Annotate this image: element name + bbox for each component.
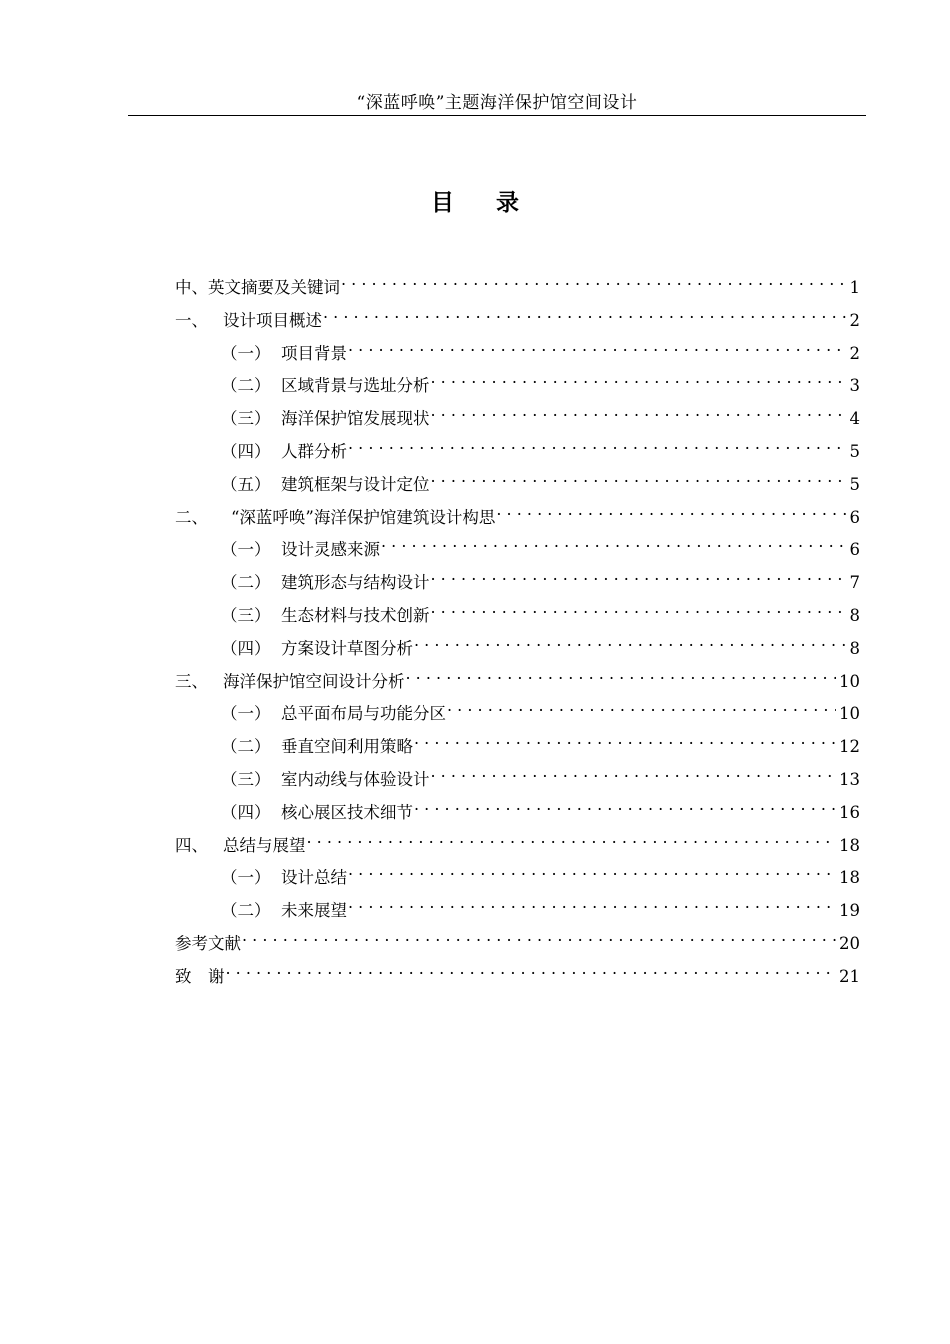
toc-entry[interactable] <box>175 661 860 694</box>
toc-entry-page: 7 <box>849 573 860 593</box>
toc-entry-number: （一） <box>221 704 271 724</box>
toc-entry-page: 20 <box>839 933 860 953</box>
toc-entry[interactable] <box>175 529 860 562</box>
toc-dot-leader <box>323 300 847 326</box>
toc-entry-number: （一） <box>221 343 271 363</box>
toc-entry[interactable] <box>175 628 860 661</box>
toc-entry-number: （一） <box>221 540 271 560</box>
header-divider <box>128 115 866 116</box>
toc-entry-title: 中、英文摘要及关键词 <box>175 278 340 297</box>
toc-entry-number: （三） <box>221 409 271 429</box>
toc-entry-page: 5 <box>849 441 860 461</box>
toc-entry-title: 区域背景与选址分析 <box>281 376 430 396</box>
toc-entry-page: 18 <box>839 868 860 888</box>
toc-entry-page: 8 <box>849 638 860 658</box>
toc-entry[interactable] <box>175 693 860 726</box>
toc-entry[interactable] <box>175 825 860 858</box>
toc-dot-leader <box>431 365 847 391</box>
toc-entry-page: 19 <box>839 901 860 921</box>
toc-title-left: 目 <box>431 190 454 216</box>
toc-entry[interactable] <box>175 595 860 628</box>
toc-entry-page: 6 <box>849 540 860 560</box>
toc-dot-leader <box>431 398 847 424</box>
toc-entry-title: 设计总结 <box>281 868 347 888</box>
toc-entry-number: （二） <box>221 573 271 593</box>
toc-entry-title: 建筑形态与结构设计 <box>281 573 430 593</box>
toc-entry-number: （三） <box>221 605 271 625</box>
toc-entry-number: （二） <box>221 376 271 396</box>
toc-entry-title: 设计灵感来源 <box>281 540 380 560</box>
toc-entry-number: 一、 <box>175 310 208 330</box>
toc-entry-page: 3 <box>849 376 860 396</box>
toc-entry[interactable] <box>175 300 860 333</box>
toc-entry-page: 5 <box>849 474 860 494</box>
toc-entry-page: 16 <box>839 802 860 822</box>
toc-entry-title: “深蓝呼唤”海洋保护馆建筑设计构思 <box>231 507 496 527</box>
toc-entry-page: 2 <box>849 310 860 330</box>
toc-entry-number: （四） <box>221 802 271 822</box>
toc-dot-leader <box>406 661 837 687</box>
toc-entry-page: 6 <box>849 507 860 527</box>
toc-entry-title: 总结与展望 <box>223 835 306 855</box>
toc-entry[interactable] <box>175 431 860 464</box>
toc-entry[interactable] <box>175 956 860 989</box>
toc-dot-leader <box>431 759 837 785</box>
toc-entry-number: 二、 <box>175 507 208 527</box>
toc-entry[interactable] <box>175 792 860 825</box>
toc-entry[interactable] <box>175 464 860 497</box>
toc-dot-leader <box>496 497 846 523</box>
toc-dot-leader <box>341 267 847 293</box>
toc-entry[interactable] <box>175 923 860 956</box>
toc-entry-number: （五） <box>221 474 271 494</box>
toc-entry-title: 海洋保护馆空间设计分析 <box>223 671 405 691</box>
toc-entry[interactable] <box>175 398 860 431</box>
toc-entry-title: 项目背景 <box>281 343 347 363</box>
toc-title <box>0 188 950 218</box>
toc-entry-number: （三） <box>221 769 271 789</box>
toc-entry-page: 2 <box>849 343 860 363</box>
toc-dot-leader <box>414 628 847 654</box>
toc-entry-title: 海洋保护馆发展现状 <box>281 409 430 429</box>
toc-dot-leader <box>431 562 847 588</box>
toc-dot-leader <box>431 595 847 621</box>
toc-entry-title: 核心展区技术细节 <box>281 802 413 822</box>
toc-entry[interactable] <box>175 365 860 398</box>
toc-dot-leader <box>414 792 836 818</box>
running-header-title: “深蓝呼唤”主题海洋保护馆空间设计 <box>356 93 638 113</box>
toc-entry-title: 设计项目概述 <box>223 310 322 330</box>
toc-entry[interactable] <box>175 497 860 530</box>
toc-entry-title: 人群分析 <box>281 441 347 461</box>
toc-entry-title: 垂直空间利用策略 <box>281 737 413 757</box>
toc-dot-leader <box>242 923 836 949</box>
table-of-contents <box>175 267 860 989</box>
toc-entry-page: 10 <box>839 704 860 724</box>
toc-entry-number: 四、 <box>175 835 208 855</box>
toc-entry-page: 18 <box>839 835 860 855</box>
toc-dot-leader <box>414 726 836 752</box>
toc-entry[interactable] <box>175 759 860 792</box>
toc-entry[interactable] <box>175 890 860 923</box>
toc-entry-page: 10 <box>839 671 860 691</box>
toc-entry-title: 参考文献 <box>175 933 241 953</box>
toc-dot-leader <box>348 333 847 359</box>
toc-entry-title: 建筑框架与设计定位 <box>281 474 430 494</box>
toc-entry[interactable] <box>175 726 860 759</box>
toc-entry-page: 8 <box>849 605 860 625</box>
toc-dot-leader <box>431 464 847 490</box>
toc-entry-number: （二） <box>221 901 271 921</box>
toc-dot-leader <box>348 857 836 883</box>
toc-dot-leader <box>447 693 836 719</box>
toc-entry[interactable] <box>175 267 860 300</box>
toc-entry-title: 致 谢 <box>175 966 225 986</box>
toc-entry-number: （一） <box>221 868 271 888</box>
toc-dot-leader <box>307 825 837 851</box>
toc-dot-leader <box>226 956 837 982</box>
toc-dot-leader <box>348 431 847 457</box>
toc-entry-page: 13 <box>839 769 860 789</box>
toc-entry-page: 4 <box>849 409 860 429</box>
toc-entry-page: 12 <box>839 737 860 757</box>
toc-entry[interactable] <box>175 857 860 890</box>
toc-entry-title: 方案设计草图分析 <box>281 638 413 658</box>
toc-entry-title: 总平面布局与功能分区 <box>281 704 446 724</box>
toc-entry-number: （四） <box>221 638 271 658</box>
toc-entry-title: 生态材料与技术创新 <box>281 605 430 625</box>
toc-entry-title: 未来展望 <box>281 901 347 921</box>
toc-entry-number: （四） <box>221 441 271 461</box>
toc-title-right: 录 <box>496 190 519 216</box>
toc-entry[interactable] <box>175 333 860 366</box>
toc-entry[interactable] <box>175 562 860 595</box>
toc-dot-leader <box>381 529 847 555</box>
toc-entry-page: 1 <box>849 278 860 297</box>
toc-entry-number: （二） <box>221 737 271 757</box>
toc-entry-page: 21 <box>839 966 860 986</box>
toc-dot-leader <box>348 890 836 916</box>
toc-entry-title: 室内动线与体验设计 <box>281 769 430 789</box>
toc-entry-number: 三、 <box>175 671 208 691</box>
